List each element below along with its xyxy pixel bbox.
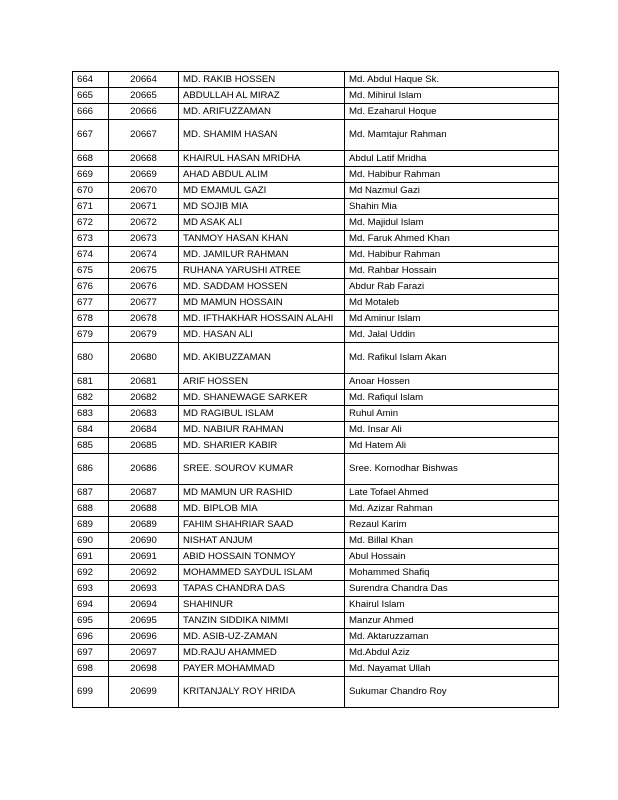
table-row bbox=[73, 311, 559, 327]
serial-number-cell: 671 bbox=[73, 199, 109, 215]
roll-number-cell: 20686 bbox=[109, 454, 179, 485]
serial-number-cell: 672 bbox=[73, 215, 109, 231]
serial-number-cell: 675 bbox=[73, 263, 109, 279]
table-row bbox=[73, 247, 559, 263]
serial-number-cell: 698 bbox=[73, 661, 109, 677]
serial-number-cell: 685 bbox=[73, 438, 109, 454]
student-name-cell: MD RAGIBUL ISLAM bbox=[179, 406, 345, 422]
father-name-cell: Md. Rafikul Islam Akan bbox=[345, 343, 559, 374]
roll-number-cell: 20689 bbox=[109, 517, 179, 533]
roster-table-body bbox=[73, 72, 559, 708]
roll-number-cell: 20666 bbox=[109, 104, 179, 120]
roll-number-cell: 20697 bbox=[109, 645, 179, 661]
serial-number-cell: 670 bbox=[73, 183, 109, 199]
roll-number-cell: 20692 bbox=[109, 565, 179, 581]
table-row bbox=[73, 565, 559, 581]
roll-number-cell: 20693 bbox=[109, 581, 179, 597]
table-row bbox=[73, 215, 559, 231]
student-name-cell: MD SOJIB MIA bbox=[179, 199, 345, 215]
father-name-cell: Khairul Islam bbox=[345, 597, 559, 613]
roll-number-cell: 20691 bbox=[109, 549, 179, 565]
father-name-cell: Md. Majidul Islam bbox=[345, 215, 559, 231]
father-name-cell: Md. Abdul Haque Sk. bbox=[345, 72, 559, 88]
table-row bbox=[73, 327, 559, 343]
table-row bbox=[73, 88, 559, 104]
father-name-cell: Md. Faruk Ahmed Khan bbox=[345, 231, 559, 247]
roll-number-cell: 20694 bbox=[109, 597, 179, 613]
serial-number-cell: 697 bbox=[73, 645, 109, 661]
student-name-cell: MD. ARIFUZZAMAN bbox=[179, 104, 345, 120]
student-name-cell: MD. IFTHAKHAR HOSSAIN ALAHI bbox=[179, 311, 345, 327]
father-name-cell: Md.Abdul Aziz bbox=[345, 645, 559, 661]
student-name-cell: TANMOY HASAN KHAN bbox=[179, 231, 345, 247]
serial-number-cell: 686 bbox=[73, 454, 109, 485]
student-name-cell: SREE. SOUROV KUMAR bbox=[179, 454, 345, 485]
roll-number-cell: 20675 bbox=[109, 263, 179, 279]
serial-number-cell: 666 bbox=[73, 104, 109, 120]
table-row bbox=[73, 295, 559, 311]
serial-number-cell: 668 bbox=[73, 151, 109, 167]
student-name-cell: KRITANJALY ROY HRIDA bbox=[179, 677, 345, 708]
student-name-cell: MD. AKIBUZZAMAN bbox=[179, 343, 345, 374]
document-page bbox=[72, 71, 558, 708]
serial-number-cell: 684 bbox=[73, 422, 109, 438]
table-row bbox=[73, 120, 559, 151]
roll-number-cell: 20683 bbox=[109, 406, 179, 422]
student-name-cell: MD EMAMUL GAZI bbox=[179, 183, 345, 199]
father-name-cell: Surendra Chandra Das bbox=[345, 581, 559, 597]
table-row bbox=[73, 613, 559, 629]
table-row bbox=[73, 279, 559, 295]
father-name-cell: Md. Insar Ali bbox=[345, 422, 559, 438]
roll-number-cell: 20695 bbox=[109, 613, 179, 629]
roll-number-cell: 20680 bbox=[109, 343, 179, 374]
roster-table bbox=[72, 71, 559, 708]
roll-number-cell: 20670 bbox=[109, 183, 179, 199]
student-name-cell: MD. BIPLOB MIA bbox=[179, 501, 345, 517]
father-name-cell: Md. Jalal Uddin bbox=[345, 327, 559, 343]
father-name-cell: Abdul Latif Mridha bbox=[345, 151, 559, 167]
father-name-cell: Md. Ezaharul Hoque bbox=[345, 104, 559, 120]
father-name-cell: Md. Habibur Rahman bbox=[345, 167, 559, 183]
roll-number-cell: 20673 bbox=[109, 231, 179, 247]
student-name-cell: MD. SHARIER KABIR bbox=[179, 438, 345, 454]
student-name-cell: TANZIN SIDDIKA NIMMI bbox=[179, 613, 345, 629]
father-name-cell: Md. Mihirul Islam bbox=[345, 88, 559, 104]
roll-number-cell: 20696 bbox=[109, 629, 179, 645]
serial-number-cell: 682 bbox=[73, 390, 109, 406]
student-name-cell: ABDULLAH AL MIRAZ bbox=[179, 88, 345, 104]
table-row bbox=[73, 406, 559, 422]
serial-number-cell: 694 bbox=[73, 597, 109, 613]
father-name-cell: Sree. Kornodhar Bishwas bbox=[345, 454, 559, 485]
father-name-cell: Manzur Ahmed bbox=[345, 613, 559, 629]
father-name-cell: Anoar Hossen bbox=[345, 374, 559, 390]
table-row bbox=[73, 533, 559, 549]
student-name-cell: RUHANA YARUSHI ATREE bbox=[179, 263, 345, 279]
roll-number-cell: 20676 bbox=[109, 279, 179, 295]
serial-number-cell: 674 bbox=[73, 247, 109, 263]
father-name-cell: Md. Nayamat Ullah bbox=[345, 661, 559, 677]
roll-number-cell: 20667 bbox=[109, 120, 179, 151]
serial-number-cell: 681 bbox=[73, 374, 109, 390]
father-name-cell: Md. Rahbar Hossain bbox=[345, 263, 559, 279]
table-row bbox=[73, 661, 559, 677]
father-name-cell: Mohammed Shafiq bbox=[345, 565, 559, 581]
student-name-cell: SHAHINUR bbox=[179, 597, 345, 613]
roll-number-cell: 20698 bbox=[109, 661, 179, 677]
student-name-cell: MD. SHANEWAGE SARKER bbox=[179, 390, 345, 406]
student-name-cell: PAYER MOHAMMAD bbox=[179, 661, 345, 677]
serial-number-cell: 673 bbox=[73, 231, 109, 247]
table-row bbox=[73, 231, 559, 247]
roll-number-cell: 20690 bbox=[109, 533, 179, 549]
table-row bbox=[73, 343, 559, 374]
father-name-cell: Ruhul Amin bbox=[345, 406, 559, 422]
serial-number-cell: 691 bbox=[73, 549, 109, 565]
roll-number-cell: 20684 bbox=[109, 422, 179, 438]
roll-number-cell: 20681 bbox=[109, 374, 179, 390]
serial-number-cell: 690 bbox=[73, 533, 109, 549]
serial-number-cell: 664 bbox=[73, 72, 109, 88]
serial-number-cell: 689 bbox=[73, 517, 109, 533]
table-row bbox=[73, 629, 559, 645]
table-row bbox=[73, 501, 559, 517]
serial-number-cell: 677 bbox=[73, 295, 109, 311]
roll-number-cell: 20668 bbox=[109, 151, 179, 167]
table-row bbox=[73, 549, 559, 565]
roll-number-cell: 20672 bbox=[109, 215, 179, 231]
father-name-cell: Md. Azizar Rahman bbox=[345, 501, 559, 517]
serial-number-cell: 680 bbox=[73, 343, 109, 374]
roll-number-cell: 20671 bbox=[109, 199, 179, 215]
table-row bbox=[73, 104, 559, 120]
father-name-cell: Md Aminur Islam bbox=[345, 311, 559, 327]
serial-number-cell: 683 bbox=[73, 406, 109, 422]
father-name-cell: Md. Billal Khan bbox=[345, 533, 559, 549]
roll-number-cell: 20665 bbox=[109, 88, 179, 104]
serial-number-cell: 693 bbox=[73, 581, 109, 597]
student-name-cell: MD. JAMILUR RAHMAN bbox=[179, 247, 345, 263]
student-name-cell: MOHAMMED SAYDUL ISLAM bbox=[179, 565, 345, 581]
student-name-cell: KHAIRUL HASAN MRIDHA bbox=[179, 151, 345, 167]
student-name-cell: MD MAMUN UR RASHID bbox=[179, 485, 345, 501]
student-name-cell: TAPAS CHANDRA DAS bbox=[179, 581, 345, 597]
father-name-cell: Md Hatem Ali bbox=[345, 438, 559, 454]
student-name-cell: ARIF HOSSEN bbox=[179, 374, 345, 390]
table-row bbox=[73, 485, 559, 501]
father-name-cell: Md. Rafiqul Islam bbox=[345, 390, 559, 406]
serial-number-cell: 695 bbox=[73, 613, 109, 629]
table-row bbox=[73, 183, 559, 199]
student-name-cell: NISHAT ANJUM bbox=[179, 533, 345, 549]
table-row bbox=[73, 454, 559, 485]
student-name-cell: MD. HASAN ALI bbox=[179, 327, 345, 343]
table-row bbox=[73, 422, 559, 438]
roll-number-cell: 20677 bbox=[109, 295, 179, 311]
father-name-cell: Md. Mamtajur Rahman bbox=[345, 120, 559, 151]
roll-number-cell: 20674 bbox=[109, 247, 179, 263]
table-row bbox=[73, 390, 559, 406]
serial-number-cell: 679 bbox=[73, 327, 109, 343]
student-name-cell: MD. NABIUR RAHMAN bbox=[179, 422, 345, 438]
student-name-cell: MD. ASIB-UZ-ZAMAN bbox=[179, 629, 345, 645]
father-name-cell: Md. Aktaruzzaman bbox=[345, 629, 559, 645]
student-name-cell: FAHIM SHAHRIAR SAAD bbox=[179, 517, 345, 533]
student-name-cell: MD. RAKIB HOSSEN bbox=[179, 72, 345, 88]
father-name-cell: Md Nazmul Gazi bbox=[345, 183, 559, 199]
father-name-cell: Rezaul Karim bbox=[345, 517, 559, 533]
serial-number-cell: 688 bbox=[73, 501, 109, 517]
table-row bbox=[73, 645, 559, 661]
serial-number-cell: 678 bbox=[73, 311, 109, 327]
table-row bbox=[73, 72, 559, 88]
table-row bbox=[73, 581, 559, 597]
father-name-cell: Sukumar Chandro Roy bbox=[345, 677, 559, 708]
roll-number-cell: 20679 bbox=[109, 327, 179, 343]
serial-number-cell: 687 bbox=[73, 485, 109, 501]
table-row bbox=[73, 438, 559, 454]
student-name-cell: MD. SADDAM HOSSEN bbox=[179, 279, 345, 295]
table-row bbox=[73, 677, 559, 708]
father-name-cell: Abul Hossain bbox=[345, 549, 559, 565]
serial-number-cell: 669 bbox=[73, 167, 109, 183]
father-name-cell: Md Motaleb bbox=[345, 295, 559, 311]
roll-number-cell: 20699 bbox=[109, 677, 179, 708]
table-row bbox=[73, 517, 559, 533]
roll-number-cell: 20669 bbox=[109, 167, 179, 183]
roll-number-cell: 20688 bbox=[109, 501, 179, 517]
roll-number-cell: 20682 bbox=[109, 390, 179, 406]
roll-number-cell: 20678 bbox=[109, 311, 179, 327]
roll-number-cell: 20685 bbox=[109, 438, 179, 454]
father-name-cell: Late Tofael Ahmed bbox=[345, 485, 559, 501]
serial-number-cell: 692 bbox=[73, 565, 109, 581]
student-name-cell: AHAD ABDUL ALIM bbox=[179, 167, 345, 183]
table-row bbox=[73, 167, 559, 183]
table-row bbox=[73, 374, 559, 390]
table-row bbox=[73, 199, 559, 215]
student-name-cell: MD ASAK ALI bbox=[179, 215, 345, 231]
table-row bbox=[73, 597, 559, 613]
student-name-cell: MD.RAJU AHAMMED bbox=[179, 645, 345, 661]
student-name-cell: MD. SHAMIM HASAN bbox=[179, 120, 345, 151]
roll-number-cell: 20687 bbox=[109, 485, 179, 501]
serial-number-cell: 665 bbox=[73, 88, 109, 104]
father-name-cell: Abdur Rab Farazi bbox=[345, 279, 559, 295]
roll-number-cell: 20664 bbox=[109, 72, 179, 88]
table-row bbox=[73, 263, 559, 279]
student-name-cell: MD MAMUN HOSSAIN bbox=[179, 295, 345, 311]
father-name-cell: Shahin Mia bbox=[345, 199, 559, 215]
serial-number-cell: 667 bbox=[73, 120, 109, 151]
serial-number-cell: 699 bbox=[73, 677, 109, 708]
serial-number-cell: 696 bbox=[73, 629, 109, 645]
student-name-cell: ABID HOSSAIN TONMOY bbox=[179, 549, 345, 565]
serial-number-cell: 676 bbox=[73, 279, 109, 295]
table-row bbox=[73, 151, 559, 167]
father-name-cell: Md. Habibur Rahman bbox=[345, 247, 559, 263]
